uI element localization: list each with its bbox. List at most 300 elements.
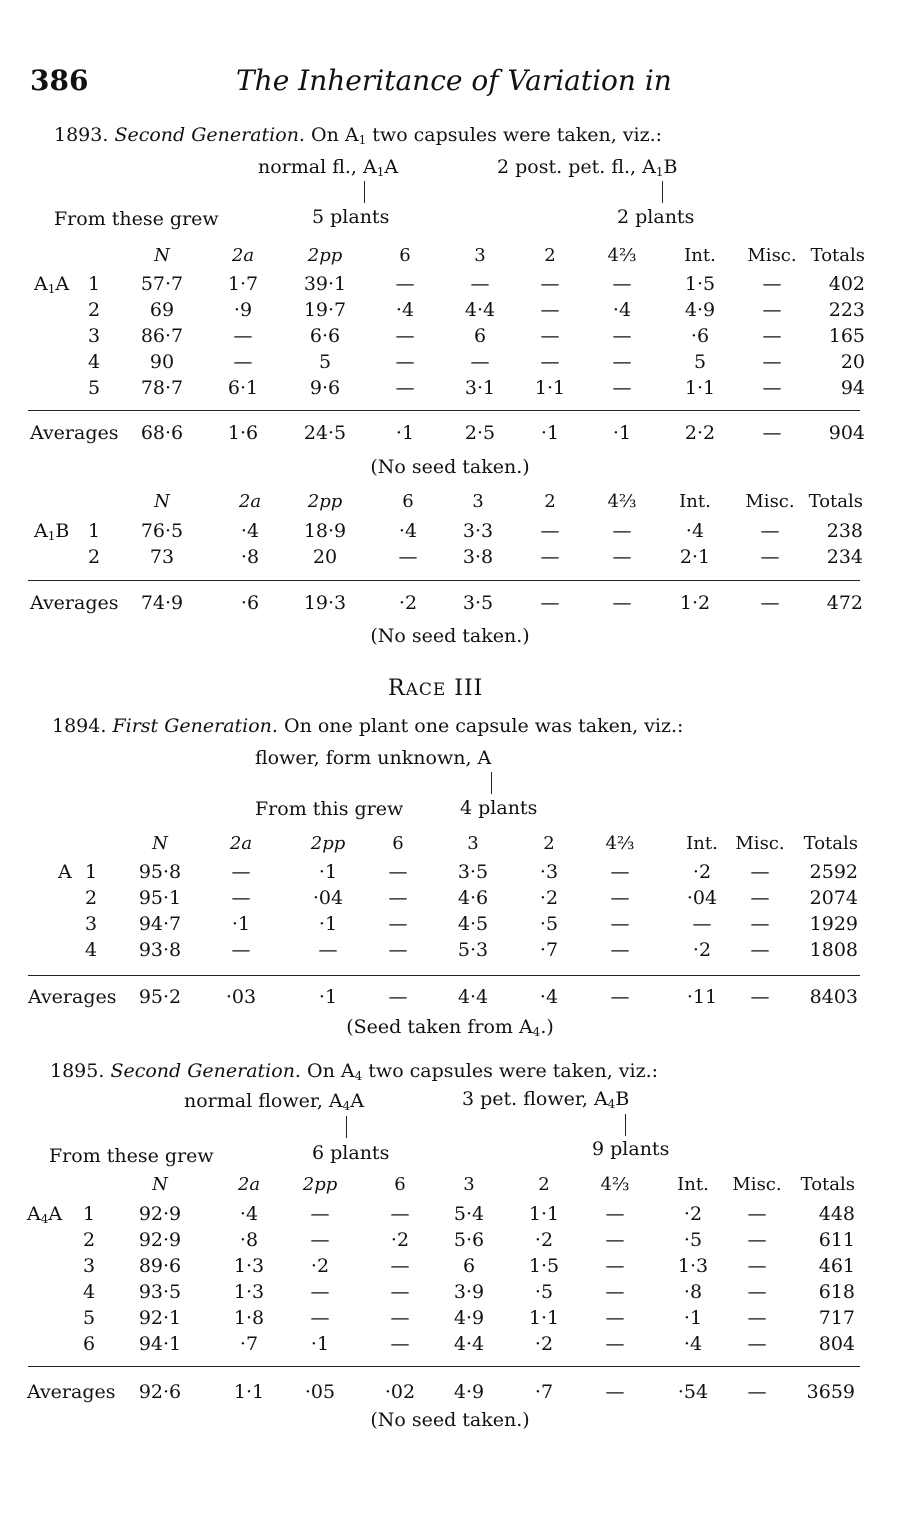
table-cell: — <box>605 1281 625 1303</box>
table-cell: 1·1 <box>528 1307 560 1329</box>
column-header: 2pp <box>310 833 346 854</box>
table-cell: 6 <box>473 325 487 347</box>
table-rule <box>28 1366 860 1367</box>
average-cell: 2·5 <box>464 422 496 444</box>
table-cell: — <box>390 1333 410 1355</box>
table-row <box>0 1333 900 1359</box>
table-cell: 76·5 <box>140 520 184 542</box>
row-number: 3 <box>85 913 98 935</box>
table-cell: 73 <box>149 546 175 568</box>
table-cell: ·8 <box>240 546 260 568</box>
caption-text: On one plant one capsule was taken, viz.: <box>284 715 684 737</box>
table-cell: 1·3 <box>677 1255 709 1277</box>
row-number: 1 <box>85 861 98 883</box>
column-header: 2 <box>543 833 555 854</box>
table-cell: — <box>612 351 632 373</box>
table-cell: 611 <box>818 1229 855 1251</box>
table-cell: ·7 <box>239 1333 259 1355</box>
table-cell: — <box>540 520 560 542</box>
table-cell: ·2 <box>534 1229 554 1251</box>
table-cell: — <box>395 351 415 373</box>
column-header-row <box>0 1174 900 1200</box>
average-cell: 92·6 <box>138 1381 182 1403</box>
average-cell: 1·6 <box>227 422 259 444</box>
average-cell: 2·2 <box>684 422 716 444</box>
table-cell: — <box>762 325 782 347</box>
table-cell: — <box>610 939 630 961</box>
table-cell: — <box>762 377 782 399</box>
table-cell: 3·1 <box>464 377 496 399</box>
averages-row <box>0 1381 900 1407</box>
plant-count: 2 plants <box>617 206 695 228</box>
table-cell: — <box>605 1229 625 1251</box>
table-cell: 6·1 <box>227 377 259 399</box>
table-cell: 6·6 <box>309 325 341 347</box>
column-header: Totals <box>810 245 865 266</box>
table-cell: — <box>760 520 780 542</box>
table-cell: — <box>388 861 408 883</box>
table-cell: — <box>231 861 251 883</box>
column-header: 2 <box>538 1174 550 1195</box>
parent-capsule-a1b: 2 post. pet. fl., $A_1B$ <box>497 156 678 179</box>
descent-line <box>364 181 365 203</box>
table-cell: 9·6 <box>309 377 341 399</box>
column-header: Totals <box>800 1174 855 1195</box>
table-cell: — <box>750 887 770 909</box>
average-cell: ·11 <box>686 986 718 1008</box>
table-cell: 20 <box>840 351 865 373</box>
table-row <box>0 939 900 965</box>
table-cell: — <box>231 887 251 909</box>
average-cell: 8403 <box>809 986 858 1008</box>
table-row <box>0 913 900 939</box>
table-cell: 1·1 <box>528 1203 560 1225</box>
table-cell: 1·3 <box>233 1255 265 1277</box>
caption-generation: Second Generation. <box>110 1060 301 1082</box>
table-cell: 90 <box>149 351 175 373</box>
average-cell: ·54 <box>677 1381 709 1403</box>
column-header: 2a <box>237 1174 261 1195</box>
column-header: Misc. <box>735 833 785 854</box>
average-cell: ·7 <box>534 1381 554 1403</box>
table-cell: 92·1 <box>138 1307 182 1329</box>
table-cell: 1·3 <box>233 1281 265 1303</box>
table-cell: 92·9 <box>138 1229 182 1251</box>
table-cell: ·5 <box>683 1229 703 1251</box>
table-cell: 1·1 <box>684 377 716 399</box>
seed-note <box>0 456 900 482</box>
table-cell: 4·9 <box>684 299 716 321</box>
table-cell: — <box>390 1255 410 1277</box>
table-cell: ·2 <box>390 1229 410 1251</box>
table-cell: — <box>310 1229 330 1251</box>
row-label: A <box>58 861 72 883</box>
average-cell: — <box>540 592 560 614</box>
average-cell: 95·2 <box>138 986 182 1008</box>
average-cell: 74·9 <box>140 592 184 614</box>
table-cell: ·4 <box>395 299 415 321</box>
table-cell: — <box>395 377 415 399</box>
table-cell: 4·9 <box>453 1307 485 1329</box>
table-cell: — <box>762 351 782 373</box>
table-cell: ·2 <box>692 861 712 883</box>
table-cell: 1808 <box>809 939 858 961</box>
from-label: From these grew <box>49 1145 214 1167</box>
table-cell: — <box>747 1333 767 1355</box>
table-cell: 223 <box>828 299 865 321</box>
column-header: Int. <box>686 833 718 854</box>
table-row <box>0 546 900 572</box>
from-label: From these grew <box>54 208 219 230</box>
row-number: 5 <box>83 1307 96 1329</box>
caption-generation: First Generation. <box>112 715 278 737</box>
table-cell: 2592 <box>809 861 858 883</box>
table-cell: — <box>747 1229 767 1251</box>
table-cell: — <box>310 1281 330 1303</box>
column-header: 2a <box>229 833 253 854</box>
parent-capsule-a1a: normal fl., $A_1A$ <box>258 156 399 179</box>
table-cell: 5·6 <box>453 1229 485 1251</box>
table-cell: — <box>762 299 782 321</box>
table-cell: 92·9 <box>138 1203 182 1225</box>
average-cell: 19·3 <box>303 592 347 614</box>
table-rule <box>28 580 860 581</box>
table-cell: 4·4 <box>453 1333 485 1355</box>
table-cell: ·1 <box>310 1333 330 1355</box>
average-cell: 1·1 <box>233 1381 265 1403</box>
caption-year: 1895. <box>50 1060 105 1082</box>
table-cell: 1·1 <box>534 377 566 399</box>
table-cell: — <box>388 887 408 909</box>
averages-label: Averages <box>28 986 117 1008</box>
table-cell: 89·6 <box>138 1255 182 1277</box>
average-cell: ·05 <box>304 1381 336 1403</box>
table-cell: ·1 <box>231 913 251 935</box>
table-cell: — <box>612 520 632 542</box>
table-cell: — <box>231 939 251 961</box>
table-cell: ·7 <box>539 939 559 961</box>
table-cell: — <box>388 913 408 935</box>
table-cell: — <box>388 939 408 961</box>
row-number: 1 <box>88 273 101 295</box>
column-header-row <box>0 245 900 271</box>
table-cell: — <box>540 273 560 295</box>
table-row <box>0 861 900 887</box>
average-cell: ·6 <box>240 592 260 614</box>
column-header: 4⅔ <box>605 833 635 854</box>
row-number: 4 <box>88 351 101 373</box>
table-cell: 95·1 <box>138 887 182 909</box>
table-cell: ·1 <box>683 1307 703 1329</box>
table-cell: — <box>398 546 418 568</box>
table-cell: 1·5 <box>528 1255 560 1277</box>
column-header: 4⅔ <box>607 491 637 512</box>
table-cell: ·8 <box>239 1229 259 1251</box>
table-cell: — <box>747 1255 767 1277</box>
from-label: From this grew <box>255 798 404 820</box>
table-cell: — <box>747 1281 767 1303</box>
column-header-row <box>0 833 900 859</box>
table-cell: 1·8 <box>233 1307 265 1329</box>
descent-line <box>491 772 492 794</box>
table-cell: ·04 <box>312 887 344 909</box>
averages-label: Averages <box>30 422 119 444</box>
column-header: 2pp <box>307 491 343 512</box>
plant-count: 9 plants <box>592 1138 670 1160</box>
column-header: 4⅔ <box>607 245 637 266</box>
seed-note-text: (No seed taken.) <box>370 1409 530 1431</box>
row-label: $A_1B$ <box>34 520 70 543</box>
average-cell: — <box>750 986 770 1008</box>
table-cell: — <box>390 1203 410 1225</box>
average-cell: 1·2 <box>679 592 711 614</box>
page-number: 386 <box>30 64 89 97</box>
table-cell: — <box>395 273 415 295</box>
table-cell: — <box>612 546 632 568</box>
table-cell: 4·6 <box>457 887 489 909</box>
table-cell: ·4 <box>398 520 418 542</box>
table-cell: 2074 <box>809 887 858 909</box>
average-cell: ·1 <box>612 422 632 444</box>
table-cell: 18·9 <box>303 520 347 542</box>
average-cell: 472 <box>826 592 863 614</box>
table-cell: — <box>762 273 782 295</box>
column-header: Int. <box>684 245 716 266</box>
average-cell: — <box>760 592 780 614</box>
averages-label: Averages <box>27 1381 116 1403</box>
plant-count: 5 plants <box>312 206 390 228</box>
column-header: 6 <box>402 491 414 512</box>
table-cell: ·2 <box>692 939 712 961</box>
table-cell: 94·1 <box>138 1333 182 1355</box>
table-cell: ·2 <box>539 887 559 909</box>
table-cell: — <box>540 325 560 347</box>
average-cell: 3·5 <box>462 592 494 614</box>
table-cell: — <box>310 1203 330 1225</box>
table-cell: ·9 <box>233 299 253 321</box>
table-cell: — <box>540 351 560 373</box>
caption-1895 <box>50 1060 658 1083</box>
average-cell: 68·6 <box>140 422 184 444</box>
table-cell: ·4 <box>683 1333 703 1355</box>
table-cell: 57·7 <box>140 273 184 295</box>
seed-note-text: (Seed taken from $A_4$.) <box>346 1016 554 1039</box>
average-cell: — <box>612 592 632 614</box>
seed-note <box>0 1409 900 1435</box>
table-cell: 238 <box>826 520 863 542</box>
table-cell: 86·7 <box>140 325 184 347</box>
column-header: N <box>152 1174 168 1195</box>
row-label: $A_4A$ <box>27 1203 63 1226</box>
table-cell: ·4 <box>612 299 632 321</box>
table-cell: — <box>605 1307 625 1329</box>
table-cell: — <box>390 1307 410 1329</box>
column-header: Totals <box>803 833 858 854</box>
table-cell: 4·4 <box>464 299 496 321</box>
row-number: 3 <box>88 325 101 347</box>
table-cell: 39·1 <box>303 273 347 295</box>
descent-line <box>625 1114 626 1136</box>
table-cell: 20 <box>312 546 338 568</box>
average-cell: — <box>605 1381 625 1403</box>
average-cell: — <box>610 986 630 1008</box>
parent-capsule-a4b: 3 pet. flower, $A_4B$ <box>462 1088 630 1111</box>
table-row <box>0 887 900 913</box>
column-header: 3 <box>467 833 479 854</box>
seed-note-text: (No seed taken.) <box>370 625 530 647</box>
table-cell: 717 <box>818 1307 855 1329</box>
table-row <box>0 299 900 325</box>
seed-note <box>0 625 900 651</box>
column-header: 2 <box>544 245 556 266</box>
average-cell: ·1 <box>540 422 560 444</box>
table-cell: — <box>612 273 632 295</box>
table-cell: ·4 <box>685 520 705 542</box>
table-cell: — <box>540 299 560 321</box>
average-cell: ·02 <box>384 1381 416 1403</box>
row-number: 3 <box>83 1255 96 1277</box>
table-cell: 5·3 <box>457 939 489 961</box>
seed-note <box>0 1016 900 1042</box>
table-cell: — <box>310 1307 330 1329</box>
table-cell: — <box>747 1307 767 1329</box>
table-row <box>0 351 900 377</box>
table-cell: ·2 <box>310 1255 330 1277</box>
plant-count: 6 plants <box>312 1142 390 1164</box>
column-header: 2pp <box>307 245 343 266</box>
column-header: 6 <box>394 1174 406 1195</box>
plant-count: 4 plants <box>460 797 538 819</box>
table-cell: ·1 <box>318 913 338 935</box>
table-cell: ·04 <box>686 887 718 909</box>
table-cell: 448 <box>818 1203 855 1225</box>
column-header: 3 <box>463 1174 475 1195</box>
table-cell: 618 <box>818 1281 855 1303</box>
table-cell: ·2 <box>534 1333 554 1355</box>
row-number: 6 <box>83 1333 96 1355</box>
table-cell: 93·5 <box>138 1281 182 1303</box>
table-cell: 3·3 <box>462 520 494 542</box>
column-header: Int. <box>679 491 711 512</box>
row-number: 1 <box>83 1203 96 1225</box>
seed-note-text: (No seed taken.) <box>370 456 530 478</box>
average-cell: — <box>747 1381 767 1403</box>
table-cell: — <box>750 861 770 883</box>
table-row <box>0 273 900 299</box>
averages-row <box>0 986 900 1012</box>
column-header: 3 <box>472 491 484 512</box>
table-cell: — <box>318 939 338 961</box>
table-cell: 94 <box>840 377 865 399</box>
table-cell: — <box>390 1281 410 1303</box>
table-cell: ·1 <box>318 861 338 883</box>
table-cell: 3·9 <box>453 1281 485 1303</box>
average-cell: ·1 <box>395 422 415 444</box>
column-header: Misc. <box>747 245 797 266</box>
table-cell: — <box>233 325 253 347</box>
row-number: 2 <box>85 887 98 909</box>
table-cell: 3·8 <box>462 546 494 568</box>
row-number: 2 <box>83 1229 96 1251</box>
table-row <box>0 1255 900 1281</box>
parent-capsule-a: flower, form unknown, A <box>255 747 492 769</box>
row-number: 1 <box>88 520 101 542</box>
table-cell: — <box>605 1333 625 1355</box>
table-cell: — <box>612 325 632 347</box>
table-cell: — <box>610 913 630 935</box>
table-cell: 93·8 <box>138 939 182 961</box>
caption-1893 <box>54 124 662 147</box>
table-cell: 804 <box>818 1333 855 1355</box>
table-cell: — <box>540 546 560 568</box>
table-cell: 402 <box>828 273 865 295</box>
caption-generation: Second Generation. <box>114 124 305 146</box>
descent-line <box>662 181 663 203</box>
table-cell: — <box>760 546 780 568</box>
table-cell: 6 <box>462 1255 476 1277</box>
column-header: N <box>152 833 168 854</box>
table-cell: ·6 <box>690 325 710 347</box>
average-cell: — <box>762 422 782 444</box>
table-cell: 5·4 <box>453 1203 485 1225</box>
table-cell: — <box>470 351 490 373</box>
table-row <box>0 1307 900 1333</box>
average-cell: 904 <box>828 422 865 444</box>
table-cell: — <box>395 325 415 347</box>
table-cell: 5 <box>318 351 332 373</box>
table-cell: — <box>692 913 712 935</box>
table-cell: 69 <box>149 299 175 321</box>
table-cell: 4·5 <box>457 913 489 935</box>
table-cell: 94·7 <box>138 913 182 935</box>
table-rule <box>28 975 860 976</box>
table-cell: 78·7 <box>140 377 184 399</box>
averages-row <box>0 592 900 618</box>
caption-year: 1894. <box>52 715 107 737</box>
table-cell: ·5 <box>534 1281 554 1303</box>
parent-capsule-a4a: normal flower, $A_4A$ <box>184 1090 365 1113</box>
average-cell: ·2 <box>398 592 418 614</box>
column-header: 2pp <box>302 1174 338 1195</box>
column-header: 2a <box>238 491 262 512</box>
table-cell: — <box>612 377 632 399</box>
caption-text: On $A_4$ two capsules were taken, viz.: <box>307 1060 659 1083</box>
caption-1894 <box>52 715 683 737</box>
table-cell: — <box>233 351 253 373</box>
row-number: 5 <box>88 377 101 399</box>
table-row <box>0 520 900 546</box>
table-cell: ·4 <box>240 520 260 542</box>
column-header: 6 <box>392 833 404 854</box>
table-cell: 2·1 <box>679 546 711 568</box>
average-cell: 3659 <box>806 1381 855 1403</box>
race-heading: RACE III <box>388 676 484 701</box>
column-header-row <box>0 491 900 517</box>
table-cell: ·5 <box>539 913 559 935</box>
table-row <box>0 1203 900 1229</box>
column-header: Int. <box>677 1174 709 1195</box>
column-header: Totals <box>808 491 863 512</box>
table-cell: 1·5 <box>684 273 716 295</box>
table-cell: — <box>750 939 770 961</box>
table-cell: — <box>470 273 490 295</box>
averages-row <box>0 422 900 448</box>
average-cell: ·1 <box>318 986 338 1008</box>
row-number: 2 <box>88 546 101 568</box>
averages-label: Averages <box>30 592 119 614</box>
table-row <box>0 1281 900 1307</box>
row-number: 2 <box>88 299 101 321</box>
